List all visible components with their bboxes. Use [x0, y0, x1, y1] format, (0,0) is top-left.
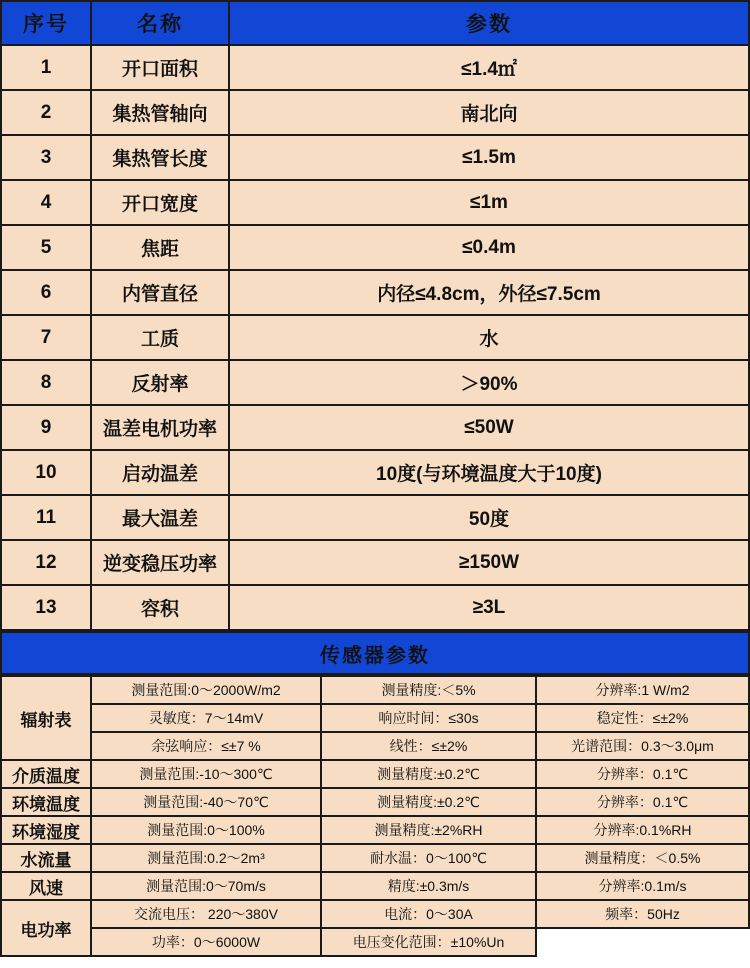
sensor-cell: 分辨率：0.1℃ [536, 788, 749, 816]
sensor-section-header-table [0, 631, 750, 675]
table-row [1, 45, 749, 90]
sensor-parameter-table [0, 675, 750, 957]
sensor-cell: 测量精度：＜0.5% [536, 844, 749, 872]
sensor-group-label: 介质温度 [1, 760, 91, 788]
table-row [1, 315, 749, 360]
sensor-row [1, 704, 749, 732]
cell-no: 13 [1, 585, 91, 630]
cell-param: 南北向 [229, 90, 749, 135]
sensor-row [1, 844, 749, 872]
table-row [1, 360, 749, 405]
cell-name: 启动温差 [91, 450, 229, 495]
sensor-row [1, 760, 749, 788]
cell-param: ≤50W [229, 405, 749, 450]
sensor-cell: 测量范围:0～2000W/m2 [91, 676, 321, 704]
sensor-cell: 余弦响应：≤±7 % [91, 732, 321, 760]
cell-no: 3 [1, 135, 91, 180]
table-row [1, 225, 749, 270]
cell-no: 4 [1, 180, 91, 225]
cell-name: 工质 [91, 315, 229, 360]
sensor-cell: 分辨率：0.1℃ [536, 760, 749, 788]
cell-param: 内径≤4.8cm，外径≤7.5cm [229, 270, 749, 315]
sensor-title-row [1, 632, 749, 674]
sensor-cell: 频率：50Hz [536, 900, 749, 928]
sensor-cell: 分辨率:0.1m/s [536, 872, 749, 900]
table-row [1, 585, 749, 630]
sensor-cell: 响应时间：≤30s [321, 704, 536, 732]
cell-name: 集热管长度 [91, 135, 229, 180]
sensor-row [1, 928, 749, 956]
cell-no: 1 [1, 45, 91, 90]
sensor-section-title: 传感器参数 [1, 632, 749, 674]
table-row [1, 450, 749, 495]
table-row [1, 540, 749, 585]
cell-param: ≥150W [229, 540, 749, 585]
sensor-cell: 测量范围:-10～300℃ [91, 760, 321, 788]
sensor-cell: 测量精度:＜5% [321, 676, 536, 704]
cell-no: 2 [1, 90, 91, 135]
sensor-cell: 测量范围:-40～70℃ [91, 788, 321, 816]
cell-param: ≥3L [229, 585, 749, 630]
cell-name: 逆变稳压功率 [91, 540, 229, 585]
sensor-cell: 测量精度:±2%RH [321, 816, 536, 844]
sensor-cell: 稳定性：≤±2% [536, 704, 749, 732]
cell-param: ≤0.4m [229, 225, 749, 270]
cell-param: 50度 [229, 495, 749, 540]
sensor-group-label: 电功率 [1, 900, 91, 956]
sensor-cell: 耐水温：0～100℃ [321, 844, 536, 872]
cell-no: 9 [1, 405, 91, 450]
cell-name: 最大温差 [91, 495, 229, 540]
cell-name: 内管直径 [91, 270, 229, 315]
sensor-cell: 线性：≤±2% [321, 732, 536, 760]
cell-no: 12 [1, 540, 91, 585]
cell-param: ≤1m [229, 180, 749, 225]
table-row [1, 135, 749, 180]
sensor-group-label: 辐射表 [1, 676, 91, 760]
sensor-cell: 分辨率:0.1%RH [536, 816, 749, 844]
cell-param: ＞90% [229, 360, 749, 405]
sensor-row [1, 872, 749, 900]
sensor-cell: 测量范围:0～100% [91, 816, 321, 844]
sensor-group-label: 风速 [1, 872, 91, 900]
sensor-row [1, 788, 749, 816]
cell-no: 8 [1, 360, 91, 405]
cell-name: 开口宽度 [91, 180, 229, 225]
sensor-row [1, 676, 749, 704]
sensor-cell: 电流：0～30A [321, 900, 536, 928]
cell-name: 焦距 [91, 225, 229, 270]
sensor-cell: 光谱范围：0.3～3.0μm [536, 732, 749, 760]
cell-name: 容积 [91, 585, 229, 630]
sensor-cell: 功率：0～6000W [91, 928, 321, 956]
sensor-group-label: 水流量 [1, 844, 91, 872]
cell-no: 5 [1, 225, 91, 270]
cell-no: 6 [1, 270, 91, 315]
cell-no: 7 [1, 315, 91, 360]
cell-name: 反射率 [91, 360, 229, 405]
cell-name: 温差电机功率 [91, 405, 229, 450]
sensor-cell: 精度:±0.3m/s [321, 872, 536, 900]
sensor-cell: 测量范围:0～70m/s [91, 872, 321, 900]
table-row [1, 180, 749, 225]
sensor-cell: 测量范围:0.2～2m³ [91, 844, 321, 872]
cell-name: 开口面积 [91, 45, 229, 90]
column-header-name: 名称 [91, 1, 229, 45]
sensor-cell: 灵敏度：7～14mV [91, 704, 321, 732]
table-header-row [1, 1, 749, 45]
sensor-row [1, 732, 749, 760]
sensor-cell: 分辨率:1 W/m2 [536, 676, 749, 704]
sensor-group-label: 环境湿度 [1, 816, 91, 844]
cell-param: ≤1.5m [229, 135, 749, 180]
sensor-cell: 电压变化范围：±10%Un [321, 928, 536, 956]
sensor-cell: 测量精度:±0.2℃ [321, 788, 536, 816]
sensor-row [1, 816, 749, 844]
table-row [1, 495, 749, 540]
sensor-group-label: 环境温度 [1, 788, 91, 816]
sensor-row [1, 900, 749, 928]
column-header-no: 序号 [1, 1, 91, 45]
cell-param: ≤1.4㎡ [229, 45, 749, 90]
column-header-param: 参数 [229, 1, 749, 45]
cell-param: 水 [229, 315, 749, 360]
cell-name: 集热管轴向 [91, 90, 229, 135]
cell-no: 10 [1, 450, 91, 495]
cell-param: 10度(与环境温度大于10度) [229, 450, 749, 495]
sensor-cell: 交流电压： 220～380V [91, 900, 321, 928]
table-row [1, 90, 749, 135]
table-row [1, 405, 749, 450]
sensor-cell: 测量精度:±0.2℃ [321, 760, 536, 788]
table-row [1, 270, 749, 315]
cell-no: 11 [1, 495, 91, 540]
